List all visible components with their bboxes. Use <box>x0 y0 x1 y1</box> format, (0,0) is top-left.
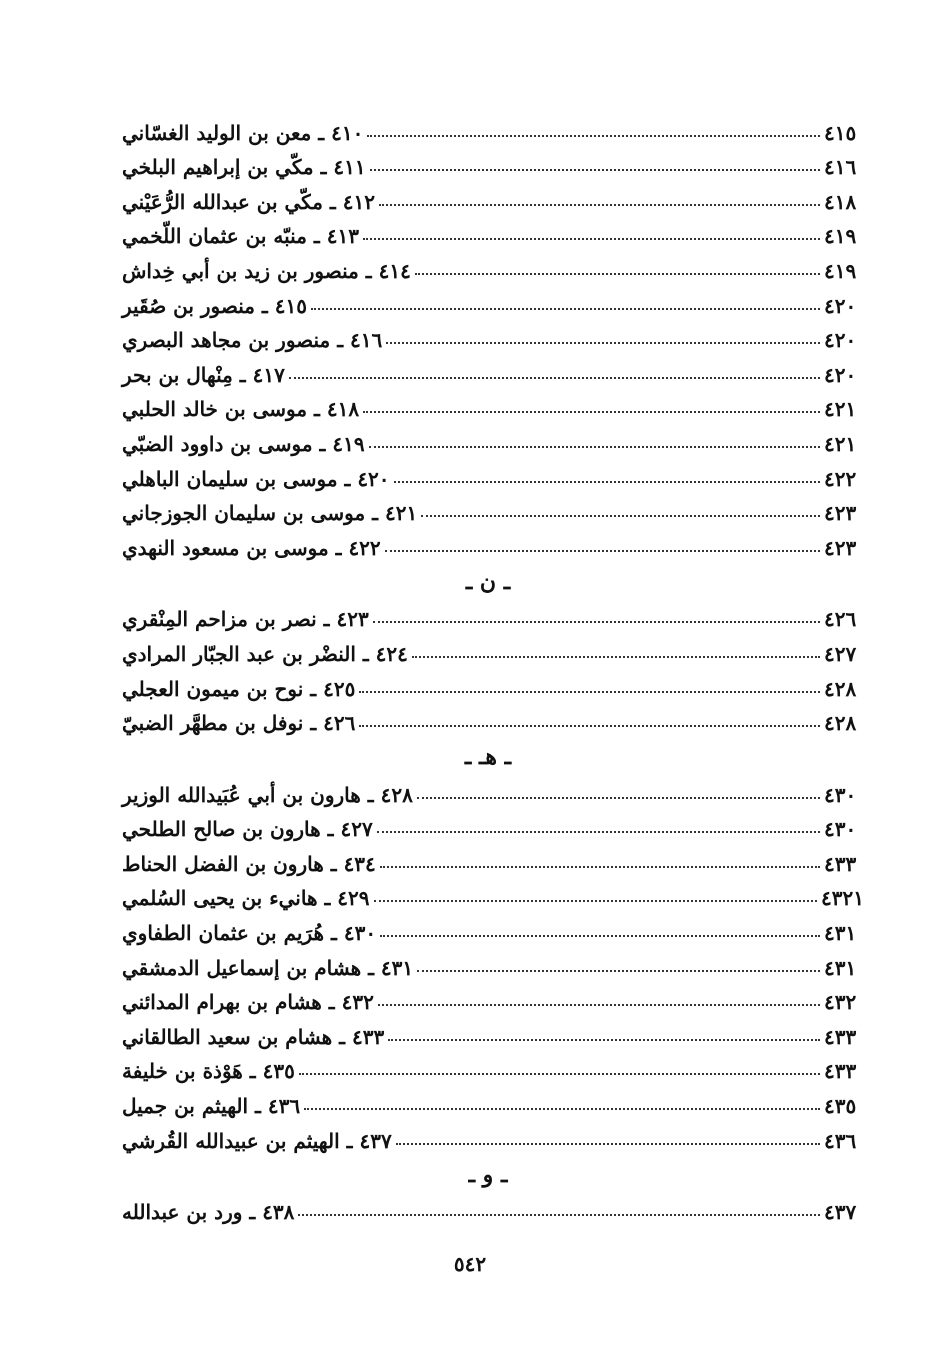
entry-page-number: ٤٢١ <box>824 431 857 456</box>
dot-leader <box>289 377 820 379</box>
dot-leader <box>412 656 820 658</box>
entry-page-number: ٤٣٧ <box>824 1200 857 1225</box>
dot-leader <box>359 691 820 693</box>
dot-leader <box>374 900 818 902</box>
index-entry <box>112 419 864 454</box>
entry-page-number: ٤١٩ <box>824 224 857 249</box>
dot-leader <box>385 550 820 552</box>
dot-leader <box>363 238 820 240</box>
index-entry <box>112 839 864 874</box>
dot-leader <box>373 621 820 623</box>
entry-title: ٤١٠ ـ معن بن الوليد الغسّاني <box>122 120 364 145</box>
entry-page-number: ٤٢٠ <box>824 293 857 318</box>
dot-leader <box>386 342 820 344</box>
entry-title: ٤١٥ ـ منصور بن صُقَير <box>122 293 307 318</box>
index-entry <box>112 1012 864 1047</box>
entry-title: ٤٢٤ ـ النضْر بن عبد الجبّار المرادي <box>122 641 408 666</box>
entry-page-number: ٤٢٢ <box>824 466 857 491</box>
index-entry <box>112 908 864 946</box>
index-entry <box>112 108 864 143</box>
entry-title: ٤٣٢ ـ هشام بن بهرام المدائني <box>122 990 374 1015</box>
page-number: ٥٤٢ <box>453 1252 487 1276</box>
dot-leader <box>396 1143 820 1145</box>
index-list <box>112 108 864 1225</box>
entry-page-number: ٤٣٣ <box>824 851 857 876</box>
entry-title: ٤١٧ ـ مِنْهال بن بحر <box>122 362 285 387</box>
entry-page-number: ٤١٥ <box>824 120 857 145</box>
dot-leader <box>417 797 820 799</box>
section-letter-heading: ـ و ـ <box>468 1161 508 1188</box>
entry-title: ٤٣٨ ـ ورد بن عبدالله <box>122 1200 295 1225</box>
dot-leader <box>380 935 820 937</box>
entry-title: ٤٣٧ ـ الهيثم بن عبيدالله القُرشي <box>122 1128 392 1153</box>
index-entry <box>112 978 864 1013</box>
index-entry <box>112 699 864 734</box>
entry-page-number: ٤٣٠ <box>824 782 857 807</box>
entry-page-number: ٤٣٢ <box>824 990 857 1015</box>
dot-leader <box>388 1039 820 1041</box>
dot-leader <box>421 515 820 517</box>
entry-title: ٤١٤ ـ منصور بن زيد بن أبي خِداش <box>122 258 411 283</box>
dot-leader <box>415 273 820 275</box>
entry-title: ٤١٩ ـ موسى بن داوود الضبّي <box>122 431 365 456</box>
entry-title: ٤٢٠ ـ موسى بن سليمان الباهلي <box>122 466 390 491</box>
section-letter-heading: ـ هـ ـ <box>464 744 512 771</box>
index-entry <box>112 489 864 524</box>
index-entry <box>112 1047 864 1082</box>
index-entry <box>112 595 864 630</box>
entry-page-number: ٤٣٢١ <box>821 886 864 911</box>
index-entry <box>112 212 864 247</box>
dot-leader <box>299 1073 820 1075</box>
dot-leader <box>367 135 820 137</box>
index-entry <box>112 454 864 489</box>
entry-title: ٤٢١ ـ موسى بن سليمان الجوزجاني <box>122 501 418 526</box>
entry-page-number: ٤٣٥ <box>824 1094 857 1119</box>
entry-page-number: ٤٢٣ <box>824 535 857 560</box>
entry-page-number: ٤٢٠ <box>824 362 857 387</box>
entry-page-number: ٤٢٦ <box>824 607 857 632</box>
entry-title: ٤٣٦ ـ الهيثم بن جميل <box>122 1094 301 1119</box>
index-entry <box>112 246 864 281</box>
entry-title: ٤١٢ ـ مكّي بن عبدالله الرُّعَيْني <box>122 189 375 214</box>
entry-page-number: ٤٣١ <box>824 921 857 946</box>
dot-leader <box>304 1108 820 1110</box>
entry-page-number: ٤١٩ <box>824 258 857 283</box>
entry-page-number: ٤٢٨ <box>824 711 857 736</box>
entry-page-number: ٤٣٦ <box>824 1128 857 1153</box>
dot-leader <box>379 204 820 206</box>
index-entry <box>112 350 864 385</box>
entry-page-number: ٤٣٣ <box>824 1059 857 1084</box>
entry-page-number: ٤٣٠ <box>824 817 857 842</box>
index-entry <box>112 1081 864 1119</box>
entry-title: ٤٣٣ ـ هشام بن سعيد الطالقاني <box>122 1024 385 1049</box>
entry-page-number: ٤٢١ <box>824 397 857 422</box>
index-entry <box>112 1188 864 1223</box>
entry-page-number: ٤١٦ <box>824 155 857 180</box>
entry-title: ٤٢٩ ـ هانيء بن يحيى السُلمي <box>122 886 370 911</box>
entry-title: ٤١٨ ـ موسى بن خالد الحلبي <box>122 397 360 422</box>
index-entry <box>112 770 864 805</box>
entry-page-number: ٤٢٣ <box>824 501 857 526</box>
entry-page-number: ٤٢٧ <box>824 641 857 666</box>
entry-title: ٤١٦ ـ منصور بن مجاهد البصري <box>122 328 383 353</box>
dot-leader <box>394 481 820 483</box>
dot-leader <box>370 169 820 171</box>
entry-title: ٤٣١ ـ هشام بن إسماعيل الدمشقي <box>122 955 414 980</box>
entry-title: ٤٢٢ ـ موسى بن مسعود النهدي <box>122 535 381 560</box>
entry-title: ٤٢٣ ـ نصر بن مزاحم المِنْقري <box>122 607 369 632</box>
entry-page-number: ٤٢٠ <box>824 328 857 353</box>
entry-page-number: ٤٢٨ <box>824 676 857 701</box>
index-entry <box>112 664 864 699</box>
entry-title: ٤٢٦ ـ نوفل بن مطهَّر الضبيّ <box>122 711 356 736</box>
entry-page-number: ٤١٨ <box>824 189 857 214</box>
index-entry <box>112 143 864 178</box>
index-entry <box>112 385 864 420</box>
dot-leader <box>369 446 820 448</box>
entry-title: ٤٢٨ ـ هارون بن أبي عُبَيدالله الوزير <box>122 782 413 807</box>
dot-leader <box>298 1214 820 1216</box>
dot-leader <box>417 970 820 972</box>
entry-page-number: ٤٣١ <box>824 955 857 980</box>
index-entry <box>112 1116 864 1151</box>
entry-title: ٤١١ ـ مكّي بن إبراهيم البلخي <box>122 155 366 180</box>
entry-title: ٤٣٥ ـ هَوْذة بن خليفة <box>122 1059 295 1084</box>
dot-leader <box>359 725 820 727</box>
dot-leader <box>363 411 820 413</box>
dot-leader <box>311 308 820 310</box>
index-entry <box>112 177 864 212</box>
entry-page-number: ٤٣٣ <box>824 1024 857 1049</box>
index-entry <box>112 629 864 664</box>
dot-leader <box>380 866 820 868</box>
dot-leader <box>377 831 820 833</box>
index-entry <box>112 281 864 316</box>
entry-title: ٤٣٠ ـ هُرَيم بن عثمان الطفاوي <box>122 921 377 946</box>
index-entry <box>112 943 864 978</box>
entry-title: ٤٢٥ ـ نوح بن ميمون العجلي <box>122 676 356 701</box>
entry-title: ٤١٣ ـ منبّه بن عثمان اللّخمي <box>122 224 359 249</box>
index-entry <box>112 874 864 909</box>
dot-leader <box>378 1004 820 1006</box>
section-letter-heading: ـ ن ـ <box>465 568 511 595</box>
entry-title: ٤٢٧ ـ هارون بن صالح الطلحي <box>122 817 373 842</box>
index-entry <box>112 523 864 558</box>
index-entry <box>112 805 864 840</box>
entry-title: ٤٣٤ ـ هارون بن الفضل الحناط <box>122 851 376 876</box>
index-entry <box>112 316 864 351</box>
